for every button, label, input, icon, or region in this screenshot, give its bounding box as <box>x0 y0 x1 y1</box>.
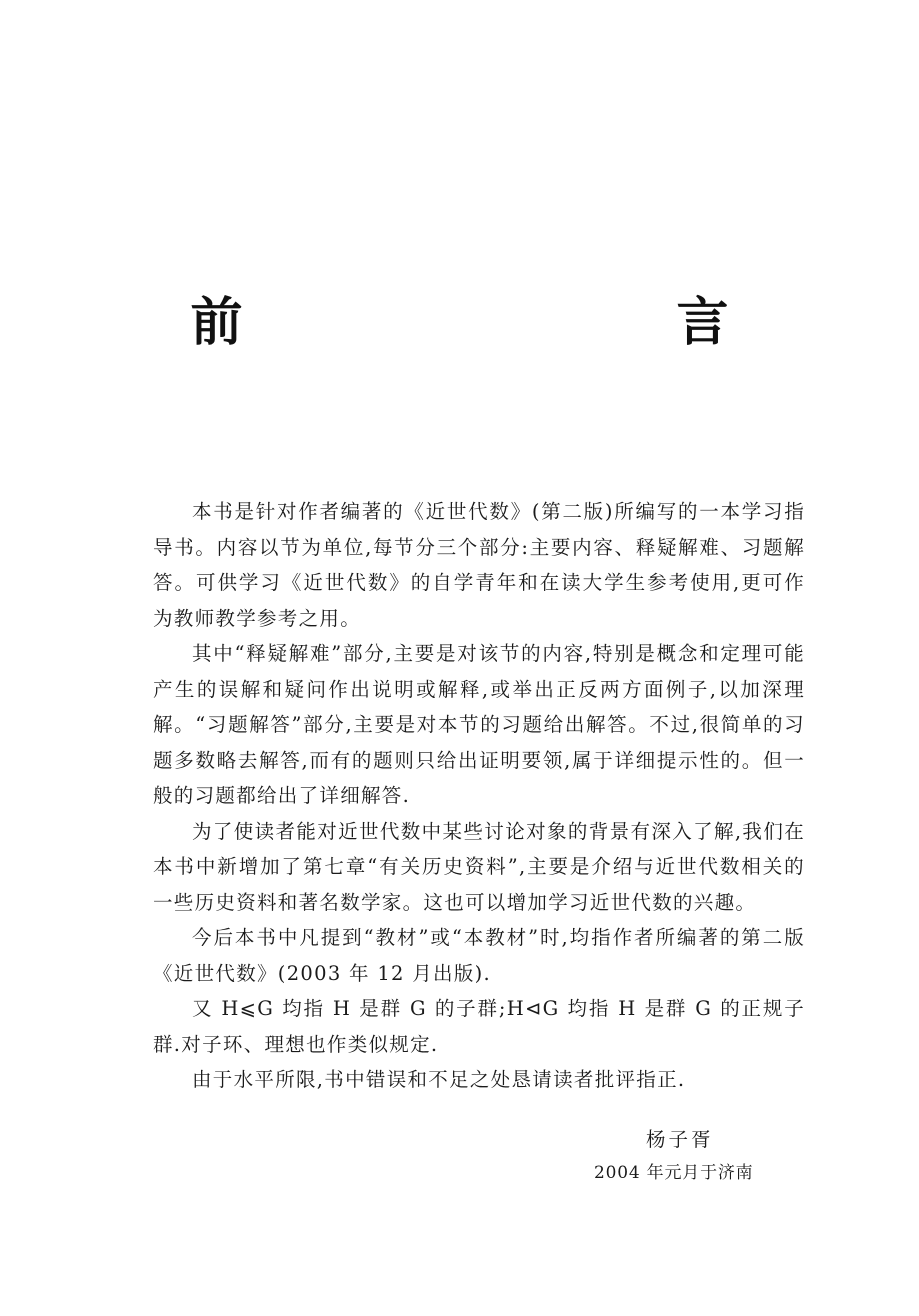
paragraph-6: 由于水平所限,书中错误和不足之处恳请读者批评指正. <box>192 1068 686 1091</box>
author-signature: 杨子胥 <box>646 1128 714 1151</box>
page-title: 前 言 <box>190 293 839 353</box>
paragraph-3: 为了使读者能对近世代数中某些讨论对象的背景有深入了解,我们在本书中新增加了第七章“有关历史资料”,主要是介绍与近世代数相关的一些历史资料和著名数学家。这也可以增加学习近世代数的兴趣。 <box>153 819 805 914</box>
paragraph-4: 今后本书中凡提到“教材”或“本教材”时,均指作者所编著的第二版《近世代数》(2003 年 12 月出版). <box>153 926 805 985</box>
paragraph-2: 其中“释疑解难”部分,主要是对该节的内容,特别是概念和定理可能产生的误解和疑问作出说明或解释,或举出正反两方面例子,以加深理解。“习题解答”部分,主要是对本节的习题给出解答。不过,很简单的习题多数略去解答,而有的题则只给出证明要领,属于详细提示性的。但一般的习题都给出了详细解答. <box>153 642 805 807</box>
date-line: 2004 年元月于济南 <box>594 1163 754 1183</box>
paragraph-1: 本书是针对作者编著的《近世代数》(第二版)所编写的一本学习指导书。内容以节为单位,每节分三个部分:主要内容、释疑解难、习题解答。可供学习《近世代数》的自学青年和在读大学生参考使用,更可作为教师教学参考之用。 <box>153 500 805 630</box>
preface-body <box>153 494 805 1098</box>
paragraph-5: 又 H⩽G 均指 H 是群 G 的子群;H⊲G 均指 H 是群 G 的正规子群.对子环、理想也作类似规定. <box>153 997 805 1056</box>
